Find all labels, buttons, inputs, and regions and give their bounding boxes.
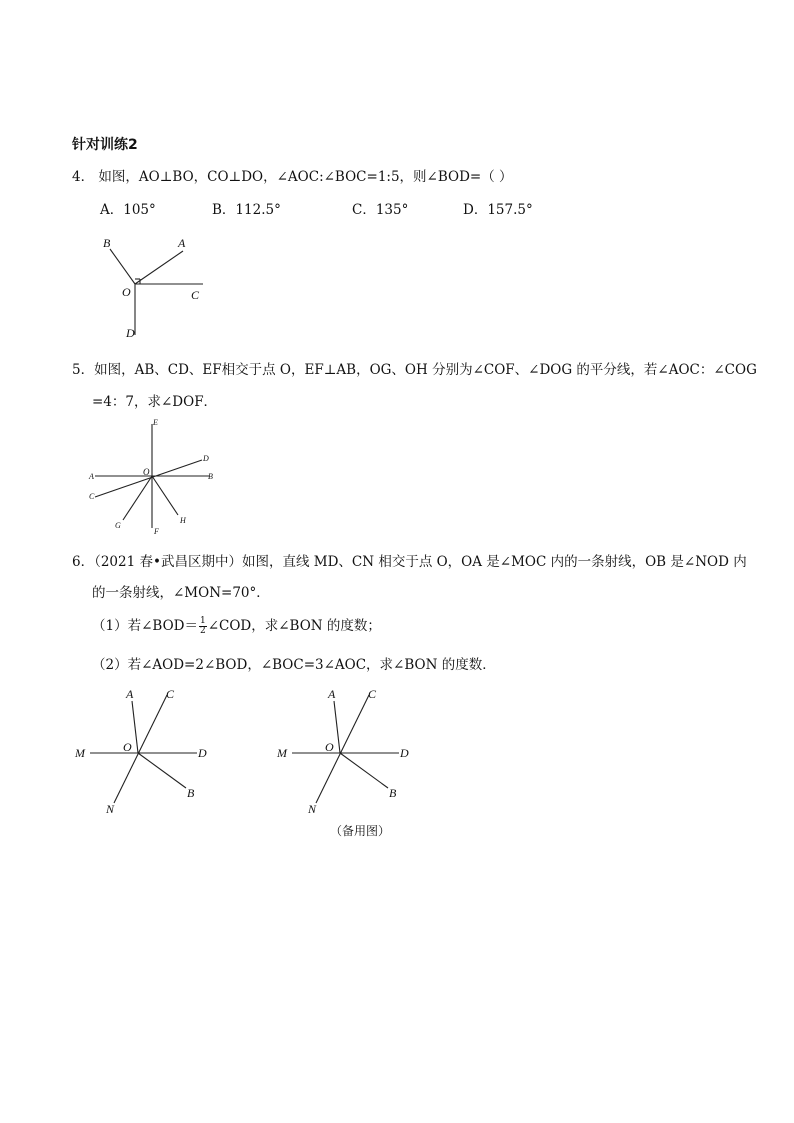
- q4-option-c: C．135°: [352, 202, 409, 218]
- q6-figure-backup: [272, 683, 417, 818]
- q4-option-a: A．105°: [100, 202, 156, 218]
- fraction-denominator: 2: [199, 626, 206, 636]
- ray-oa: [132, 701, 138, 753]
- q4-option-b: B．112.5°: [212, 202, 281, 218]
- label-d: D: [126, 326, 135, 340]
- section-title: 针对训练2: [72, 137, 138, 153]
- ray-oa: [135, 251, 183, 284]
- label-c: C: [166, 687, 175, 701]
- fraction-one-half: [199, 617, 207, 636]
- label-m: M: [277, 746, 287, 760]
- label-c: C: [368, 687, 377, 701]
- line-cn: [316, 695, 369, 803]
- label-o: O: [143, 467, 150, 477]
- label-o: O: [122, 285, 131, 299]
- label-b: B: [187, 786, 195, 800]
- label-n: N: [308, 802, 317, 816]
- q4-figure: [95, 232, 220, 342]
- q4-stem: 4． 如图，AO⊥BO，CO⊥DO，∠AOC:∠BOC=1:5，则∠BOD=（ ）: [72, 169, 513, 185]
- q5-line1: 5．如图，AB、CD、EF相交于点 O，EF⊥AB，OG、OH 分别为∠COF、∠DOG 的平分线，若∠AOC：∠COG: [72, 362, 757, 378]
- label-c: C: [191, 288, 200, 302]
- label-n: N: [106, 802, 115, 816]
- ray-ob: [138, 753, 186, 788]
- q6-line1: 6．（2021 春•武昌区期中）如图，直线 MD、CN 相交于点 O，OA 是∠MOC 内的一条射线，OB 是∠NOD 内: [72, 554, 747, 570]
- ray-ob: [340, 753, 388, 788]
- q5-line2: =4：7，求∠DOF．: [92, 394, 218, 410]
- label-o: O: [325, 740, 334, 754]
- label-d: D: [400, 746, 409, 760]
- q6-figure-main: [70, 683, 215, 818]
- label-m: M: [75, 746, 85, 760]
- label-e: E: [153, 418, 158, 427]
- label-d: D: [203, 454, 209, 463]
- q6-sub1-pre: （1）若∠BOD＝: [92, 618, 198, 634]
- label-a: A: [126, 687, 134, 701]
- label-f: F: [154, 527, 159, 536]
- label-a: A: [178, 236, 186, 250]
- q4-option-d: D．157.5°: [463, 202, 533, 218]
- label-a: A: [328, 687, 336, 701]
- line-cd: [95, 460, 202, 497]
- q6-line2: 的一条射线，∠MON=70°．: [92, 585, 270, 601]
- ray-ob: [110, 249, 135, 284]
- label-h: H: [180, 516, 186, 525]
- q5-figure: [85, 414, 225, 536]
- backup-figure-caption: （备用图）: [330, 824, 391, 838]
- label-b: B: [389, 786, 397, 800]
- label-b: B: [103, 236, 111, 250]
- label-d: D: [198, 746, 207, 760]
- ray-oa: [334, 701, 340, 753]
- label-a: A: [89, 472, 94, 481]
- line-cn: [114, 695, 167, 803]
- q6-sub1-post: ∠COD，求∠BON 的度数；: [207, 618, 381, 634]
- q6-sub1: [92, 614, 381, 636]
- label-b: B: [208, 472, 213, 481]
- label-c: C: [89, 492, 95, 501]
- q6-sub2: （2）若∠AOD=2∠BOD，∠BOC=3∠AOC，求∠BON 的度数．: [92, 657, 496, 673]
- ray-oh: [152, 476, 178, 515]
- label-g: G: [115, 521, 121, 530]
- label-o: O: [123, 740, 132, 754]
- fraction-numerator: 1: [199, 616, 206, 626]
